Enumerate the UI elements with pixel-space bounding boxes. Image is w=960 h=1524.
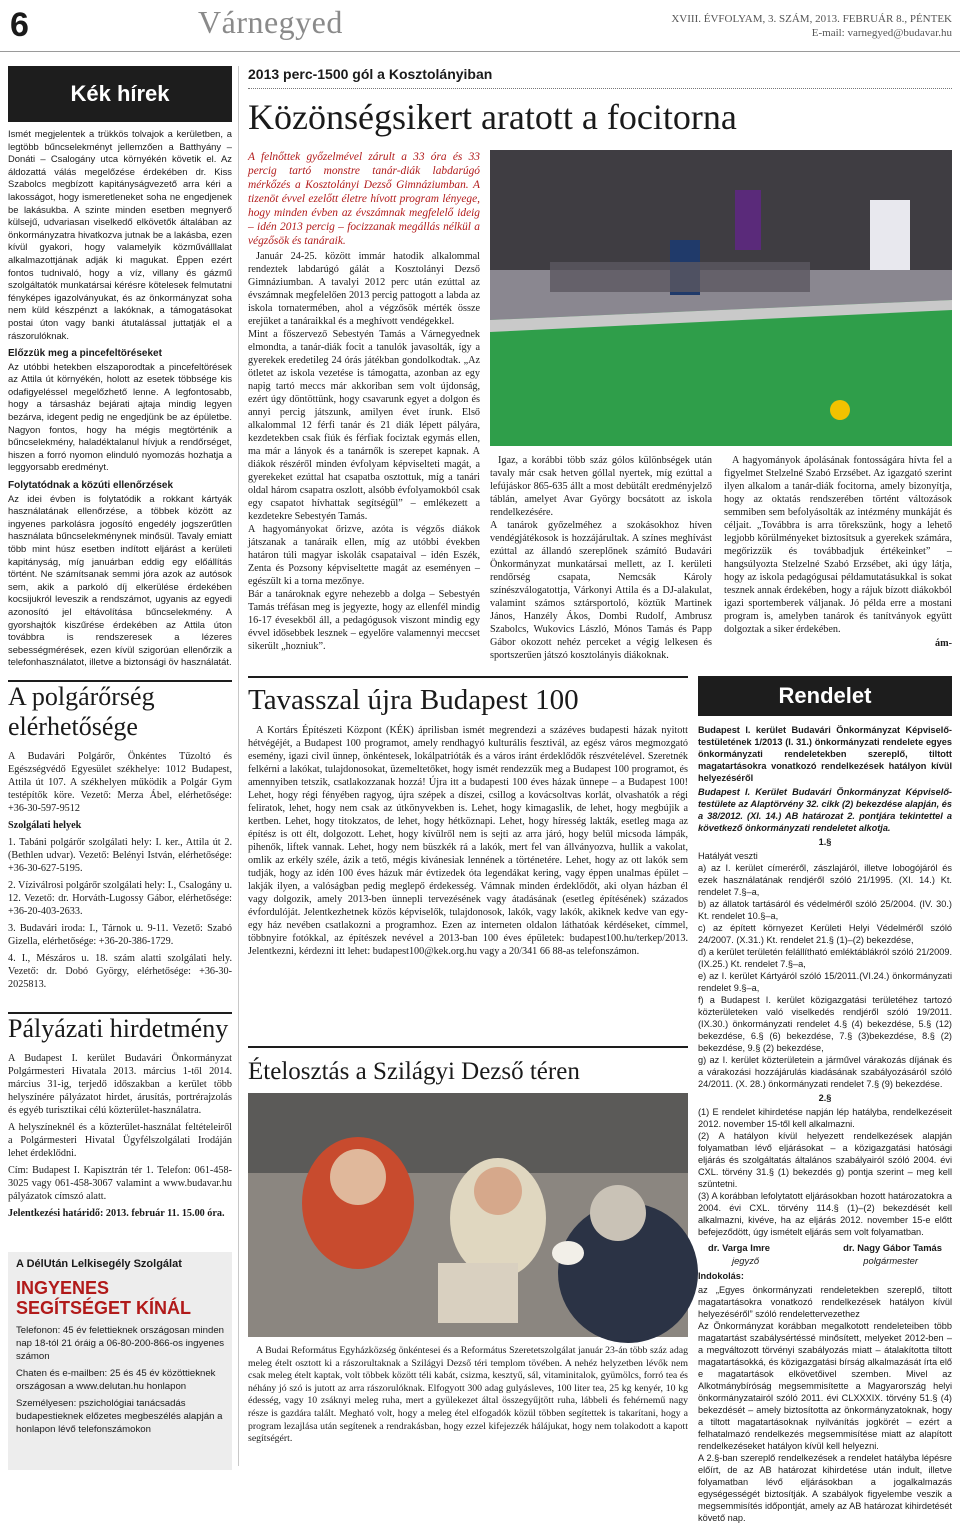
rendelet-p2: Budapest I. Kerület Budavári Önkormányzat Képviselő-testülete az Alaptörvény 32. cikk (2) bekezdése alapján, és a 38/2012. (XI. 14.) AB határozat 2. pontjára tekintettel a következő önkormányzati rendeletet alkotja.: [698, 787, 952, 833]
rendelet-s2: 2.§: [818, 1093, 832, 1103]
page-header: [0, 0, 960, 52]
foci-signature: ám-: [935, 638, 952, 649]
palyazati-title: Pályázati hirdetmény: [8, 1014, 229, 1043]
rendelet-p1: Budapest I. kerület Budavári Önkormányzat Képviselő-testületének 1/2013 (I. 31.) önkormányzati rendelete egyes önkormányzati rendeletekben szereplő, tiltott magatartásokra vonatkozó rendelkezések hatályon kívül helyezéséről: [698, 725, 952, 783]
foci-col3-text: A hagyományok ápolásának fontosságára hívta fel a figyelmet Stelzelné Szabó Erzsébet. Az igazgató szerint ilyen alkalom a tanár-diák focitorna, amely bizonyítja, hogy az oktatás rendszerében történt változások semmiben sem befolyásolták az intézmény munkáját és céljait. „Továbbra is arra törekszünk, hogy a lehető legjobb körülményeket biztosítsuk a gyerekek számára, megőrizzük és továbbadjuk értékeinket” – hangsúlyozta Stelzelné Szabó Erzsébet, aki úgy látja, hogy az iskola pedagógusai példamutatásukkal is sokat tesznek annak érdekében, hogy a rájuk bízott diákokból igazi sportemberek váljanak. Jó példa erre a mostani program is, amelyben tanárok és tanítványok együtt dolgoztak a siker érdekében.: [724, 455, 952, 635]
indoklas-text: az „Egyes önkormányzati rendeletekben szereplő, tiltott magatartásokra vonatkozó rendelkezések hatályon kívül helyezéséről” szóló rendelettervezethez Az Önkormányzat korábban megalkotott rendeleteiben több magatartást szabálysértéssé minősített, melyeket 2012-ben – a megváltozott törvényi szabályozás miatt – átalakította tiltott magatartásokká, és közigazgatási bírság alkalmazását írta elő e magatartások elkövetőivel szemben. Mivel az Alkotmánybíróság megsemmisítette a Magyarország helyi önkormányzatairól szóló 2011. évi CLXXXIX. törvény 51.§ (4) bekezdését – amely biztosította az önkormányzatoknak, hogy a tiltott magatartásoknak nyilvánítás jogkörét – ezért a felhatalmazó rendelkezés megsemmisítése miatt az alapított rendelkezéseket hatályon kívül kell helyezni. A 2.§-ban szereplő rendelkezések a rendelet hatályba lépésre előírt, de az AB határozat kihirdetése után indult, illetve folyamatban lévő eljárásokban a jogalkalmazás egységességét biztosítják. A szabályok figyelembe veszik a megsemmisítés időpontját, amely az AB határozat kihirdetését követő nap.: [698, 1285, 952, 1523]
signature-nagy: dr. Nagy Gábor Tamás: [843, 1242, 942, 1253]
polgarorseg-sub: Szolgálati helyek: [8, 820, 82, 831]
delutan-person: Személyesen: pszichológiai tanácsadás budapestieknek előzetes megbeszélés alapján a honlapon lévő telefonszámokon: [16, 1398, 223, 1435]
page-number: 6: [10, 6, 29, 44]
polgarorseg-p2: 1. Tabáni polgárőr szolgálati hely: I. ker., Attila út 2. (Bethlen udvar). Vezető: Belényi István, elérhetősége: +36-30-627-5195.: [8, 837, 232, 874]
budapest100-section: [248, 676, 688, 1026]
delutan-slogan: INGYENES SEGÍTSÉGET KÍNÁL: [16, 1278, 192, 1318]
palyazati-p4: Jelentkezési határidő: 2013. február 11. 15.00 óra.: [8, 1208, 225, 1219]
kek-hirek-h2: Előzzük meg a pincefeltöréseket: [8, 348, 162, 360]
budapest100-text: A Kortárs Építészeti Központ (KÉK) áprilisban ismét megrendezi a százéves budapesti házak nyitott hétvégéjét, a Budapest 100 programot, amely rendhagyó kulturális fesztivál, az egész város megmozgató esemény, igazi civil ünnep, önkéntesek, lokálpatrióták és a város iránt érdeklődők részvételével. Szeretnék felkérni a lakókat, tulajdonosokat, üzemeltetőket, hogy ismét rendezzük meg a Budapest 100 programot, és amennyiben tetszik, csatlakozzanak hozzá! Újra itt a budapesti 100 éves házak ünnepe – a Budapest 100! Lehet, hogy régi fényében ragyog, újra szépek a díszei, csillog a kovácsoltvas korlát, olvashatók a régi feliratok, lehet, hogy nem csak az útkönyvekben is. Lehet, hogy kimagaslik, de lehet, hogy megbújik a kertben. Lehet, hogy titokzatos, de lehet, hogy hétköznapi. Lehet, hogy híresség lakták, esetleg maga az építész is ott élt, dolgozott. Lehet, hogy kívülről nem is sejti az arra járó, hogy belül micsoda lámpák, pihenők, liftek vannak. Lehet, hogy nem büszkék rá a lakók, mert fel van állványozva, hullik a vakolat, omlik az erkély széle, ázik a tető, mégis kivánesiak lennének a történetére. Lehet, hogy az ott lakók sem tudják, hogy az idén 100 éves házuk már évtizedek óta legendákat kering, vagy éppen unalmas épület – lakják ilyen, a valóságban pedig meglepő érdekesség. Vámnak minden érdeklődőt, aki olyan házban él vagy dolgozik, amely 2013-ben ünnepli tervezésének vagy átadásának (esetleg építésének) százados évfordulóját. Jelentkezhetnek közös képviselők, tulajdonosok, lakók, vagy lakók, akiknek kedve van egy-egy ház nevében csatlakozni a programhoz. Ezen az interneten oldalon láthatóak kérdéseket, címmel, többnyire fotókkal, az építészek nevével a 2013-ban 100 éves épületek: budapest100.hu/terkep/2013. Jelentkezni, kérdezni itt lehet: budapest100@kek.org.hu vagy a 20/341 66 88-as telefonszámon.: [248, 725, 688, 957]
rendelet-signatures: [698, 1240, 952, 1255]
issue-info: [671, 12, 952, 40]
rendelet-p4: (1) E rendelet kihirdetése napján lép hatályba, rendelkezéseit 2012. november 15-től kell alkalmazni. (2) A hatályon kívül helyezett rendelkezések alapján folyamatban lévő eljárásokat – a közigazgatási hatósági eljárás és szolgáltatás általános szabályairól szóló 2004. évi CXL. törvény 31.§ (1) bekezdés g) pontja szerint – meg kell szüntetni. (3) A korábban lefolytatott eljárásokban hozott határozatokra a 2004. évi CXL. törvény 114.§ (1)–(2) bekezdését kell alkalmazni, kivéve, ha az eljárás 2012. november 15-e előtt befejeződött, úgy ismételt eljárás sem volt folyamatban.: [698, 1107, 952, 1237]
indoklas-body: [698, 1284, 952, 1523]
palyazati-p2: A helyszíneknél és a közterület-használat feltételeiről a Polgármesteri Hivatal Ügyfélszolgálati Irodáján lehet érdeklődni.: [8, 1122, 232, 1159]
futsal-photo: [490, 150, 952, 446]
column-divider: [238, 66, 239, 1466]
etelosztas-text: A Budai Református Egyházközség önkéntesei és a Református Szeretetszolgálat január 23-án több száz adag meleg ételt osztott ki a rászorultaknak a Szilágyi Dezső téri templom tövében. A nehéz helyzetben lévők nem csak meleg ételt kaptak, volt többek között téli kabát, csizma, kesztyű, sál, vitaminitalok, gyümölcs, forró tea és néhány jó szó is jutott az arra rászorulóknak. Elfogyott 300 adag gulyásleves, 100 liter tea, 25 kg kenyér, 10 kg édesség, vagy 10 zsáknyi meleg ruha, mert a gyülekezet által összegyűjtött ruha, lábbeli és fehérnemű nagy része is gazdára talált. Megható volt, hogy a meleg étel elfogadók közül többen segítettek is takarítani, hogy a program lezajlása után segítenek a rendrakásban, hogy ezzel kifejezzék hálájukat, hogy nem tolakodott a kapott segítségért.: [248, 1345, 688, 1445]
budapest100-body: [248, 724, 688, 1026]
email[interactable]: E-mail: varnegyed@budavar.hu: [811, 27, 952, 39]
kek-hirek-p3: Az idei évben is folytatódik a rokkant kártyák használatának ellenőrzése, a többek között az ingyenes parkolásra jogosító engedély jogszerűtlen használata bűncselekménynek minősül. Tavaly emiatt több mint húsz esetben indított eljárást a kerületi kapitányság, míg januárban eddig egy előállítás történt. Ne számítsanak semmi jóra azok az autósok sem, akik a parkoló díj elkerülése érdekében kocsijukról leveszik a rendszámot, ugyanis az egyedi azonosító jel eltávolítása bűncselekmény. A gyorshajtók kiszűrése érdekében az Attila úton továbbra is rendszeresek a lézeres sebességmérések, ezen kívül szigorúan ellenőrzik a telefonhasználatot, illetve a biztonsági öv használatát.: [8, 492, 232, 668]
kek-hirek-title: Kék hírek: [8, 66, 232, 122]
role-jegyzo: jegyző: [732, 1255, 760, 1266]
polgarorseg-title: A polgárőrség elérhetősége: [8, 682, 155, 741]
etelosztas-title: Ételosztás a Szilágyi Dezső téren: [248, 1058, 580, 1085]
rendelet-p3: Hatályát veszti a) az I. kerület címeréről, zászlajáról, illetve lobogójáról és ezek használatának rendjéről szóló 21/1995. (XI. 14.) Kt. rendelet 7.§–a, b) az állatok tartásáról és védelméről szóló 25/2004. (IV. 30.) Kt. rendelet 10.§–a, c) az épített környezet Kerületi Helyi Védelméről szóló 24/2007. (X.31.) Kt. rendelet 21.§ (1)–(2) bekezdése, d) a kerület területén felállítható emléktáblákról szóló 21/2009. (IX.25.) Kt. rendelet 7.§–a, e) az I. kerület Kártyáról szóló 15/2011.(VI.24.) önkormányzati rendelet 9.§–a, f) a Budapest I. kerület közigazgatási területéhez tartozó közterületeken való viselkedés rendjéről szóló 19/2011. (IX.30.) önkormányzati rendelet 4.§ (4) bekezdése, 5.§ (12) bekezdése, 6.§ (6) bekezdése, 7.§ (3)bekezdése, 8.§ (2) bekezdése, 9.§ (2) bekezdése, g) az I. kerület közterületein a járművel várakozás díjának és a várakozási hozzájárulás kiadásának szabályozásáról szóló 24/2011. (X. 28.) önkormányzati rendelet 7.§ (9) bekezdése.: [698, 851, 952, 1089]
polgarorseg-section: [8, 680, 232, 995]
futsal-photo-illustration: [490, 150, 952, 446]
paper-name: Várnegyed: [198, 4, 343, 40]
delutan-box: [8, 1252, 232, 1470]
polgarorseg-p1: A Budavári Polgárőr, Önkéntes Tűzoltó és Egészségvédő Egyesület székhelye: 1012 Budapest, Attila út 107. A székhelyen működik a Polgár Gym testépítők köre. Vezető: Merza Ábel, elérhetősége: +36-30-597-9512: [8, 751, 232, 814]
kek-hirek-section: [8, 66, 232, 675]
rendelet-roles: [698, 1255, 952, 1270]
palyazati-p3: Cím: Budapest I. Kapisztrán tér 1. Telefon: 061-458-3025 vagy 061-458-3067 valamint a www.budavar.hu pályázatok címszó alatt.: [8, 1165, 232, 1202]
delutan-title: A DélUtán Lelkisegély Szolgálat: [16, 1258, 182, 1270]
rendelet-title: Rendelet: [698, 676, 952, 716]
foci-col-1: [248, 250, 480, 670]
food-distribution-illustration: [248, 1093, 688, 1337]
rendelet-section: [698, 676, 952, 1523]
kek-hirek-text: [8, 128, 232, 669]
foci-headline: Közönségsikert aratott a focitorna: [248, 97, 737, 137]
signature-varga: dr. Varga Imre: [708, 1242, 771, 1253]
food-distribution-photo: [248, 1093, 688, 1337]
foci-col-2: [490, 454, 712, 670]
polgarorseg-p5: 4. I., Mészáros u. 18. szám alatti szolgálati hely. Vezető: dr. Dobó György, elérhetősége: +36-30-2025813.: [8, 953, 232, 990]
kek-hirek-p2: Az utóbbi hetekben elszaporodtak a pincefeltörések az Attila út környékén, holott az esetek többsége kis odafigyeléssel megelőzhető lenne. A legfontosabb, hogy a társasház bejárati ajtaja mindig legyen bezárva, idegent pedig ne engedjünk be az épületbe. Nagyon fontos, hogy ha mégis megtörténik a bűncselekmény, haladéktalanul hívjuk a rendőrséget, hiszen a forró nyomon elinduló nyomozás hozhatja a leggyorsabb eredményt.: [8, 360, 232, 473]
foci-lead: A felnőttek győzelmével zárult a 33 óra és 33 percig tartó monstre tanár-diák labdarúgó mérkőzés a Kosztolányi Dezső Gimnáziumban. A tizenöt évvel ezelőtt életre hívott program lényege, hogy minden évben az évszámnak megfelelő ideig – idén 2013 percig – focizzanak megállás nélkül a végzősök és tanáraik.: [248, 151, 480, 247]
polgarorseg-p4: 3. Budavári iroda: I., Tárnok u. 9-11. Vezető: Szabó Gizella, elérhetősége: +36-20-386-1729.: [8, 923, 232, 947]
delutan-phone: Telefonon: 45 év felettieknek országosan minden nap 18-tól 21 óráig a 06-80-200-866-os ingyenes számon: [16, 1325, 225, 1362]
foci-col-3: [724, 454, 952, 670]
kek-hirek-h3: Folytatódnak a közúti ellenőrzések: [8, 480, 174, 492]
indoklas-title: Indokolás:: [698, 1271, 744, 1281]
kek-hirek-p1: Ismét megjelentek a trükkös tolvajok a kerületben, a legtöbb bűncselekményt jellemzően a Batthyány – Donáti – Csalogány utca környékén követik el. Az áldozattá válás megelőzése érdekében dr. Kiss Szabolcs megbízott kapitányságvezető arra kéri a lakosságot, hogy ismeretleneket soha ne engedjenek be lakásukba. A szinte minden esetben megnyerő külsejű, udvariasan viselkedő elkövetők általában az önkormányzatra hivatkozva jutnak be a lakásba, ezen kívül gyakori, hogy valamelyik közműválllalat alkalmazottjának adják ki magukat. Éppen ezért fontos tudnivaló, hogy a víz, villany és gázmű szolgáltatók munkatársai kérésre kötelesek felmutatni fényképes igazolványukat, és az önkormányzat soha nem küld készpénzt a lakóknak, a támogatásokat postai úton vagy banki átutalással juttatják el a rászorulóknak.: [8, 128, 232, 341]
issue-line: XVIII. ÉVFOLYAM, 3. SZÁM, 2013. FEBRUÁR 8., PÉNTEK: [671, 13, 952, 25]
foci-article-head: [248, 66, 952, 137]
budapest100-title: Tavasszal újra Budapest 100: [248, 684, 579, 716]
delutan-chat: Chaten és e-mailben: 25 és 45 év közöttieknek országosan a www.delutan.hu honlapon: [16, 1368, 216, 1392]
role-polgarmester: polgármester: [863, 1255, 918, 1266]
polgarorseg-p3: 2. Víziválrosi polgárőr szolgálati hely: I., Csalogány u. 12. Vezető: dr. Horváth-Lugossy Gábor, elérhetősége: +36-20-403-2633.: [8, 880, 232, 917]
etelosztas-section: [248, 1046, 688, 1086]
rendelet-s1: 1.§: [818, 837, 832, 847]
foci-col2-text: Igaz, a korábbi több száz gólos különbségek után tavaly már csak hetven góllal nyertek, míg ezúttal a lefújáskor 865-635 állt a most debütált eredményjelző táblán, amelyet Avar György bocsátott az iskola rendelkezésére. A tanárok győzelméhez a szokásokhoz híven vendégjátékosok is hozzájárultak. A színes meghívást ezúttal az állandó szereplőnek számító Budavári Önkormányzat munkatársai mellett, az I. kerületi rendőrség csapata, Nemcsák Károly színészválogatottja, Várkonyi Attila és a DJ-alakulat, valamint számos sztársportoló, köztük Martinek János, Hanzély Ákos, Dombi Rudolf, Ambrusz Szabolcs, Wukovics László, Mónos Tamás és Papp Gábor okozott nehéz perceket a végig lelkesen és sportszerűen játszó kosztolányis diákoknak.: [490, 455, 712, 661]
foci-col1-text: Január 24-25. között immár hatodik alkalommal rendeztek labdarúgó gálát a Kosztolányi Dezső Gimnáziumban. A tavalyi 2012 perc után ezúttal az évszámnak megfelelően 2013 percig pattogott a labda az iskola tornatermében, ahol a végzősök mérték össze erejüket a tanáraikkal és a meghívott vendégekkel. Mint a főszervező Sebestyén Tamás a Várnegyednek elmondta, a tanár-diák focit a tanulók javasolták, így a gyerekek eredetileg 24 órás játékban gondolkodtak. „Az ötletet az iskola vezetése is támogatta, azonban az egy napig tartó meccs már akkoriban sem volt újdonság, ezért úgy döntöttünk, hogy csavarunk egyet a dolgon és annyi percig játszunk, amilyen évet írunk. Első alkalommal 12 férfi tanár és 21 diák lépett pályára, kezdetekben csak fiúk és férfiak fociztak egymás ellen, ma már a lányok és a tanárnők is szerepet kapnak. A diákok részéről minden évfolyam képviselteti magát, a gyerekeket ezúttal hat csapatba osztottuk, míg a tanári oldal három csapatra oszlott, alsóbb évfolyamokból csak egy csapatot hívhattak segítségül” – emlékezett a kezdetekre Sebestyén Tamás. A hagyományokat őrizve, azóta is végzős diákok játszanak a tanáraik ellen, míg az utóbbi években határon túli magyar iskolák csapataival – idén Eszék, Zenta és Pozsony képviseltette magát az eseményen – egészült ki a torna mezőnye. Bár a tanároknak egyre nehezebb a dolga – Sebestyén Tamás tréfásan meg is jegyezte, hogy az ellenfél mindig 16-17 évesekből áll, a pedagógusok viszont mindig egy évvel idősebbek lesznek – egyelőre valamennyi meccset sikerült „hozniuk”.: [248, 251, 480, 652]
palyazati-section: [8, 1012, 232, 1224]
palyazati-p1: A Budapest I. kerület Budavári Önkormányzat Polgármesteri Hivatala 2013. március 1-től 2014. március 31-ig, terjedő időszakban a kerület több helyszínére pályázatot hirdet, árusítás, portrérajzolás és egyéb turisztikai célú közterület-használatra.: [8, 1053, 232, 1116]
foci-kicker: 2013 perc-1500 gól a Kosztolányiban: [248, 66, 952, 89]
